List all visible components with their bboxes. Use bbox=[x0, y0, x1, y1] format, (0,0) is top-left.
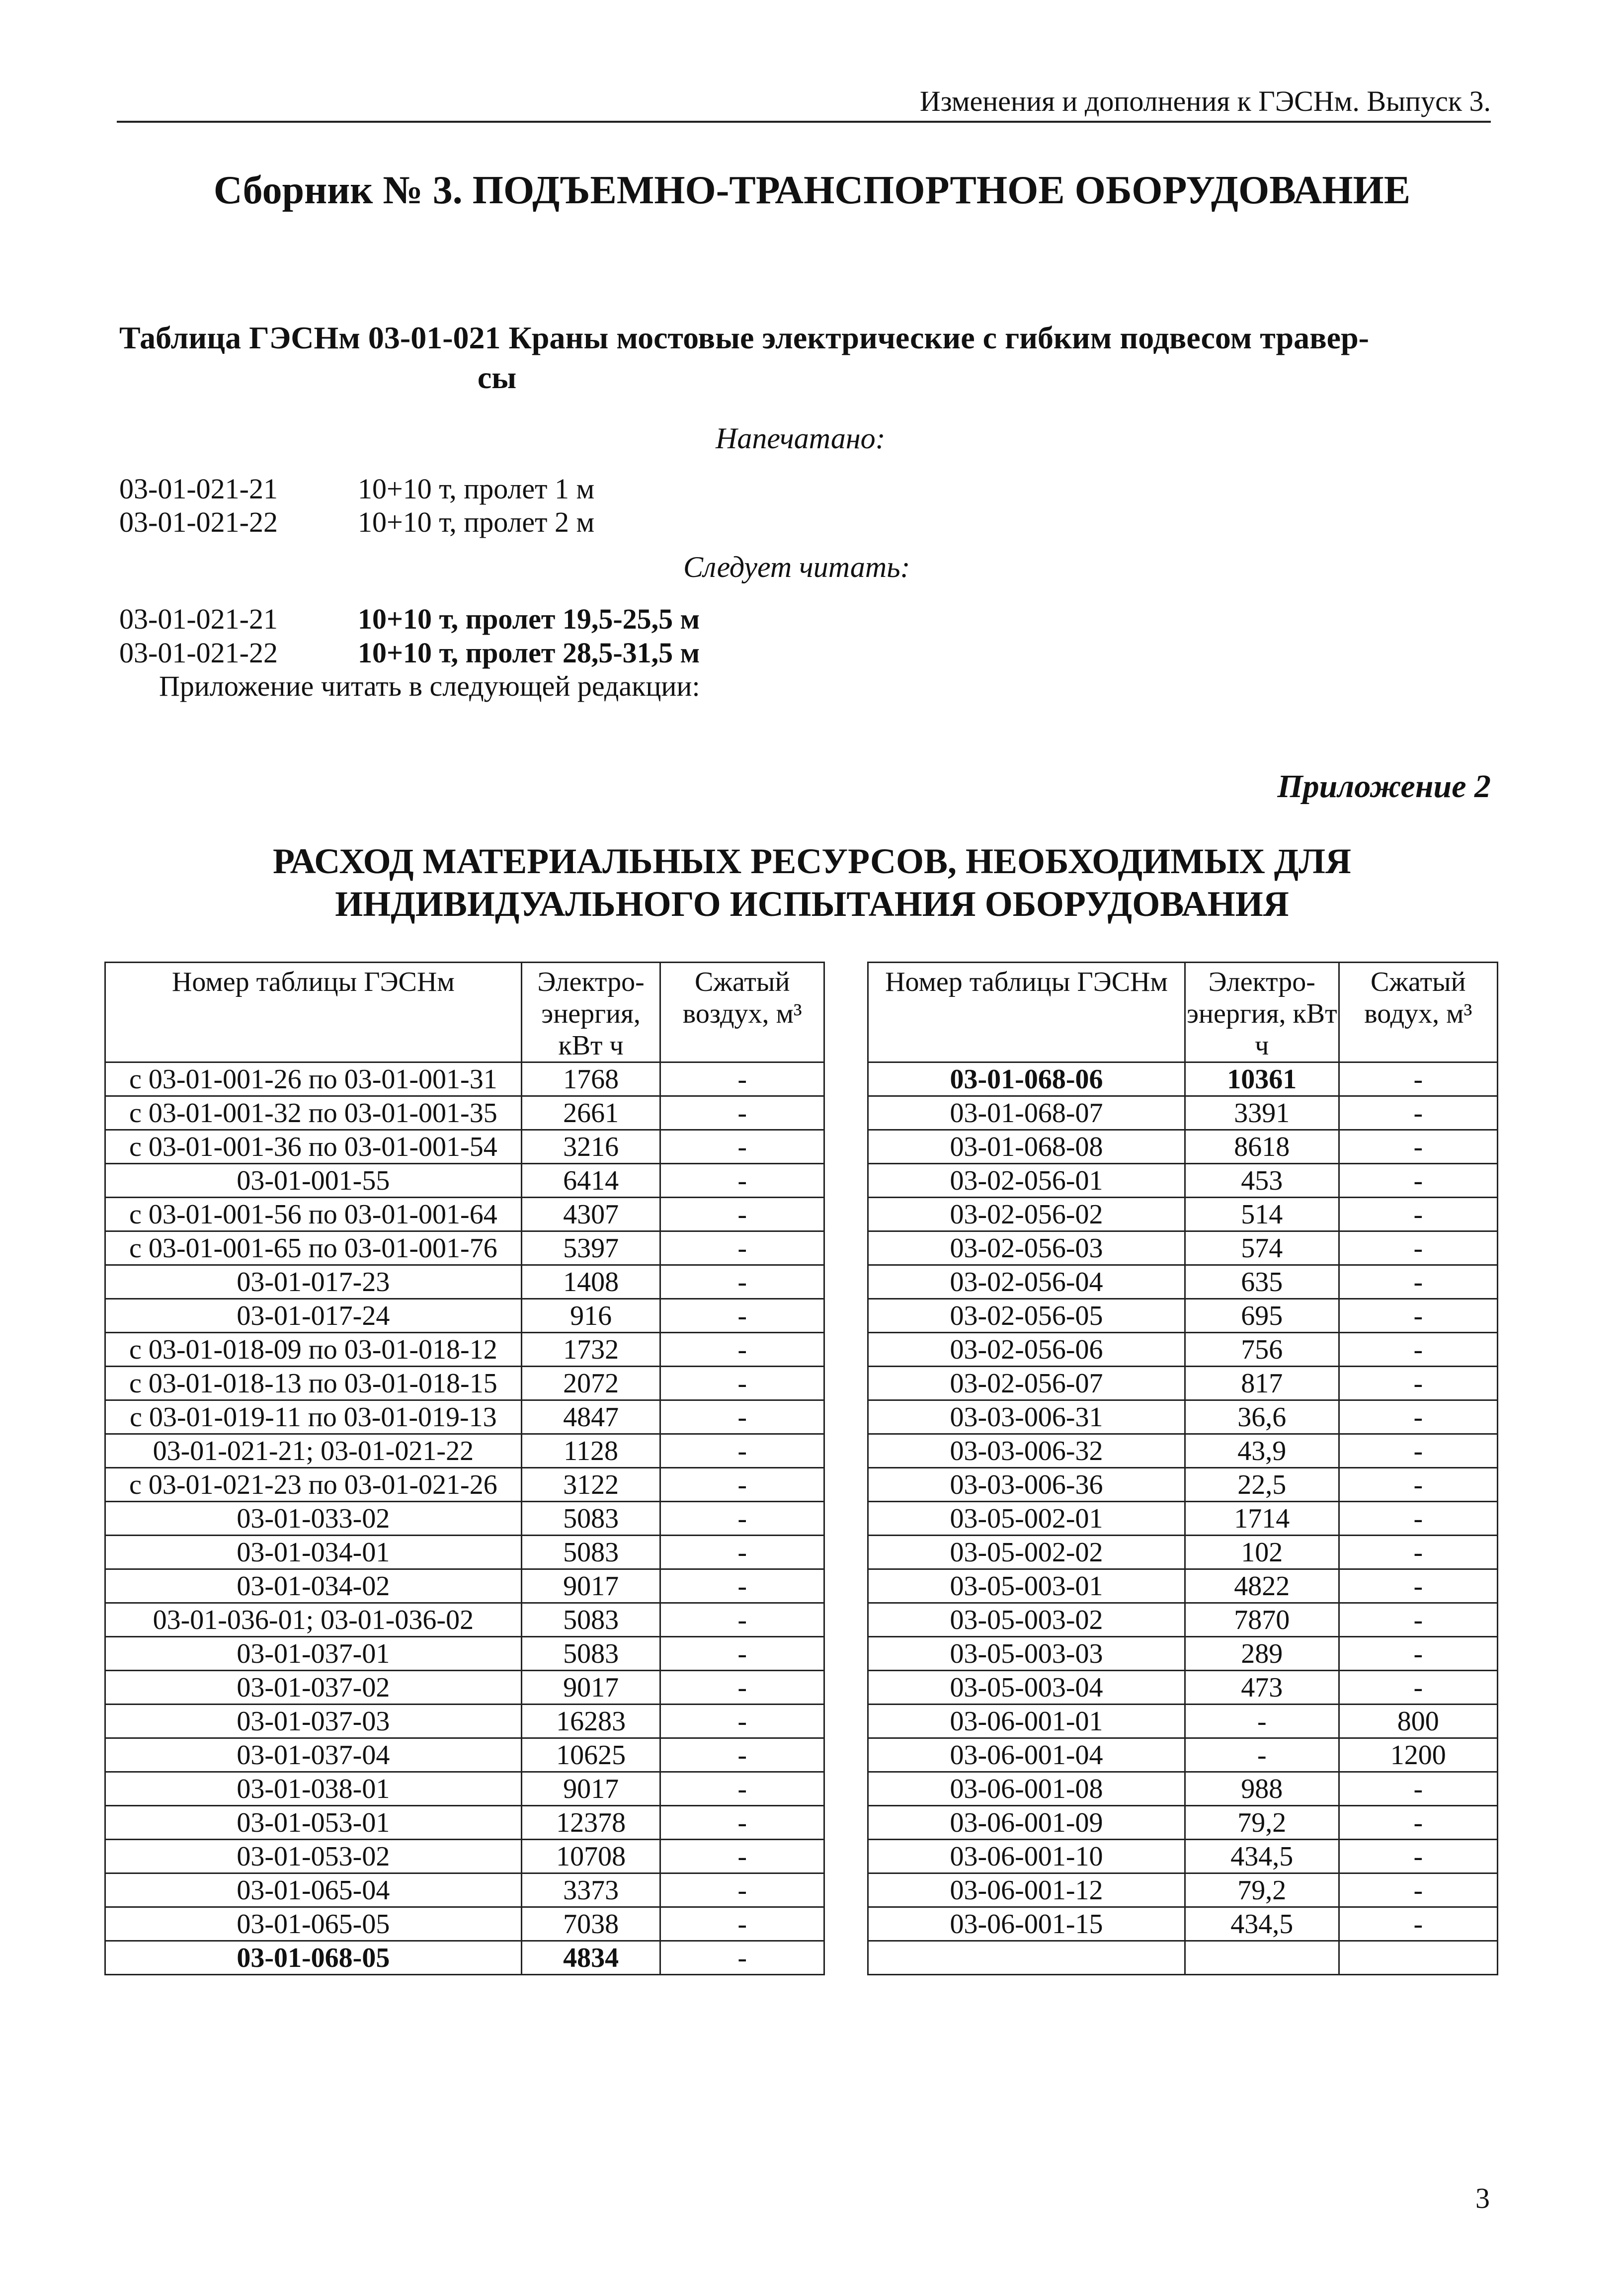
table-row bbox=[868, 1062, 1498, 1096]
cell-compressed-air: - bbox=[1339, 1873, 1497, 1907]
table-row bbox=[868, 1198, 1498, 1231]
cell-table-number: 03-01-037-02 bbox=[105, 1671, 522, 1705]
should-read-text: 10+10 т, пролет 19,5-25,5 м bbox=[358, 603, 700, 635]
cell-electricity: 988 bbox=[1185, 1772, 1339, 1806]
cell-table-number: с 03-01-001-26 по 03-01-001-31 bbox=[105, 1062, 522, 1096]
should-read-code: 03-01-021-22 bbox=[119, 637, 278, 669]
cell-table-number: 03-02-056-01 bbox=[868, 1164, 1185, 1198]
cell-compressed-air: - bbox=[1339, 1265, 1497, 1299]
cell-table-number: 03-01-068-06 bbox=[868, 1062, 1185, 1096]
cell-electricity: 4834 bbox=[521, 1941, 660, 1975]
cell-compressed-air: - bbox=[1339, 1198, 1497, 1231]
cell-table-number: с 03-01-018-13 по 03-01-018-15 bbox=[105, 1367, 522, 1400]
cell-electricity: 756 bbox=[1185, 1333, 1339, 1367]
cell-electricity: 453 bbox=[1185, 1164, 1339, 1198]
cell-table-number: 03-02-056-06 bbox=[868, 1333, 1185, 1367]
cell-compressed-air: - bbox=[660, 1502, 824, 1536]
cell-electricity: 5083 bbox=[521, 1637, 660, 1671]
cell-table-number: 03-06-001-01 bbox=[868, 1705, 1185, 1738]
cell-compressed-air: - bbox=[1339, 1130, 1497, 1164]
table-row bbox=[105, 1603, 824, 1637]
appendix-heading bbox=[0, 840, 1624, 925]
column-header-electricity: Электро-энергия, кВт ч bbox=[521, 963, 660, 1062]
table-row bbox=[868, 1705, 1498, 1738]
cell-compressed-air: 1200 bbox=[1339, 1738, 1497, 1772]
cell-electricity: 434,5 bbox=[1185, 1840, 1339, 1873]
cell-electricity: 22,5 bbox=[1185, 1468, 1339, 1502]
table-row bbox=[868, 1434, 1498, 1468]
cell-electricity: - bbox=[1185, 1738, 1339, 1772]
should-read-row bbox=[119, 636, 700, 669]
printed-code: 03-01-021-21 bbox=[119, 473, 278, 505]
cell-table-number: 03-05-002-01 bbox=[868, 1502, 1185, 1536]
cell-electricity: 9017 bbox=[521, 1569, 660, 1603]
cell-compressed-air: - bbox=[660, 1062, 824, 1096]
cell-electricity: 9017 bbox=[521, 1772, 660, 1806]
cell-compressed-air: - bbox=[1339, 1400, 1497, 1434]
cell-compressed-air: - bbox=[660, 1536, 824, 1569]
cell-electricity: 5083 bbox=[521, 1603, 660, 1637]
table-row bbox=[105, 1569, 824, 1603]
cell-compressed-air: - bbox=[660, 1400, 824, 1434]
cell-electricity: 79,2 bbox=[1185, 1806, 1339, 1840]
cell-table-number: 03-01-068-08 bbox=[868, 1130, 1185, 1164]
table-row bbox=[105, 1806, 824, 1840]
cell-table-number: 03-05-003-04 bbox=[868, 1671, 1185, 1705]
cell-table-number: 03-01-021-21; 03-01-021-22 bbox=[105, 1434, 522, 1468]
cell-electricity: 2661 bbox=[521, 1096, 660, 1130]
cell-electricity: 3373 bbox=[521, 1873, 660, 1907]
cell-table-number: 03-01-068-07 bbox=[868, 1096, 1185, 1130]
cell-table-number: 03-01-034-02 bbox=[105, 1569, 522, 1603]
table-title-line1: Таблица ГЭСНм 03-01-021 Краны мостовые электрические с гибким подвесом травер- bbox=[119, 320, 1369, 355]
table-row bbox=[868, 1907, 1498, 1941]
cell-table-number: 03-05-003-02 bbox=[868, 1603, 1185, 1637]
cell-electricity: 12378 bbox=[521, 1806, 660, 1840]
cell-table-number: 03-01-017-24 bbox=[105, 1299, 522, 1333]
table-row bbox=[105, 1536, 824, 1569]
cell-electricity: 1128 bbox=[521, 1434, 660, 1468]
cell-electricity: 1768 bbox=[521, 1062, 660, 1096]
cell-compressed-air: - bbox=[1339, 1840, 1497, 1873]
table-row bbox=[105, 1468, 824, 1502]
column-header-compressed-air: Сжатый воздух, м³ bbox=[660, 963, 824, 1062]
table-row bbox=[868, 1873, 1498, 1907]
table-row bbox=[868, 1333, 1498, 1367]
table-row bbox=[868, 1468, 1498, 1502]
cell-compressed-air: - bbox=[660, 1637, 824, 1671]
cell-compressed-air: - bbox=[660, 1164, 824, 1198]
table-row bbox=[105, 1873, 824, 1907]
cell-compressed-air: - bbox=[1339, 1772, 1497, 1806]
cell-table-number: 03-05-003-03 bbox=[868, 1637, 1185, 1671]
appendix-label: Приложение 2 bbox=[1277, 768, 1491, 805]
cell-table-number: 03-01-001-55 bbox=[105, 1164, 522, 1198]
table-row bbox=[868, 1400, 1498, 1434]
cell-compressed-air: - bbox=[660, 1096, 824, 1130]
cell-compressed-air: - bbox=[1339, 1434, 1497, 1468]
table-row bbox=[105, 1637, 824, 1671]
cell-electricity bbox=[1185, 1941, 1339, 1975]
cell-table-number: 03-01-033-02 bbox=[105, 1502, 522, 1536]
should-read-text: 10+10 т, пролет 28,5-31,5 м bbox=[358, 637, 700, 669]
table-row bbox=[868, 1637, 1498, 1671]
cell-electricity: 10625 bbox=[521, 1738, 660, 1772]
resource-table-left bbox=[104, 962, 825, 1975]
table-row bbox=[868, 1130, 1498, 1164]
cell-compressed-air: - bbox=[1339, 1671, 1497, 1705]
table-row bbox=[105, 1231, 824, 1265]
cell-electricity: 434,5 bbox=[1185, 1907, 1339, 1941]
should-read-label: Следует читать: bbox=[683, 551, 910, 583]
cell-electricity: 695 bbox=[1185, 1299, 1339, 1333]
cell-compressed-air: - bbox=[1339, 1907, 1497, 1941]
should-read-code: 03-01-021-21 bbox=[119, 603, 278, 635]
table-row bbox=[868, 1603, 1498, 1637]
table-row bbox=[868, 1265, 1498, 1299]
cell-electricity: 289 bbox=[1185, 1637, 1339, 1671]
appendix-heading-line1: РАСХОД МАТЕРИАЛЬНЫХ РЕСУРСОВ, НЕОБХОДИМЫХ ДЛЯ bbox=[273, 841, 1351, 881]
cell-electricity: 10708 bbox=[521, 1840, 660, 1873]
cell-compressed-air: - bbox=[660, 1434, 824, 1468]
cell-electricity: 5083 bbox=[521, 1502, 660, 1536]
column-header-table-number: Номер таблицы ГЭСНм bbox=[105, 963, 522, 1062]
table-row bbox=[105, 1907, 824, 1941]
cell-electricity: 9017 bbox=[521, 1671, 660, 1705]
cell-compressed-air: - bbox=[660, 1671, 824, 1705]
cell-compressed-air: - bbox=[660, 1569, 824, 1603]
cell-table-number: 03-03-006-32 bbox=[868, 1434, 1185, 1468]
cell-compressed-air: - bbox=[660, 1772, 824, 1806]
resource-table-right bbox=[867, 962, 1498, 1975]
cell-table-number: 03-01-065-04 bbox=[105, 1873, 522, 1907]
cell-table-number: 03-01-037-01 bbox=[105, 1637, 522, 1671]
cell-compressed-air: - bbox=[1339, 1333, 1497, 1367]
cell-compressed-air: - bbox=[660, 1265, 824, 1299]
cell-table-number: 03-01-034-01 bbox=[105, 1536, 522, 1569]
cell-compressed-air: - bbox=[660, 1738, 824, 1772]
table-row bbox=[105, 1671, 824, 1705]
table-row bbox=[105, 1434, 824, 1468]
cell-electricity: 574 bbox=[1185, 1231, 1339, 1265]
cell-electricity: 36,6 bbox=[1185, 1400, 1339, 1434]
cell-table-number: с 03-01-021-23 по 03-01-021-26 bbox=[105, 1468, 522, 1502]
cell-table-number: с 03-01-001-56 по 03-01-001-64 bbox=[105, 1198, 522, 1231]
cell-electricity: 817 bbox=[1185, 1367, 1339, 1400]
table-title bbox=[119, 318, 1496, 398]
cell-electricity: 1714 bbox=[1185, 1502, 1339, 1536]
cell-compressed-air: - bbox=[660, 1130, 824, 1164]
cell-electricity: 635 bbox=[1185, 1265, 1339, 1299]
cell-electricity: 2072 bbox=[521, 1367, 660, 1400]
running-header: Изменения и дополнения к ГЭСНм. Выпуск 3. bbox=[919, 85, 1491, 117]
cell-table-number: 03-02-056-04 bbox=[868, 1265, 1185, 1299]
cell-electricity: 5083 bbox=[521, 1536, 660, 1569]
cell-electricity: 16283 bbox=[521, 1705, 660, 1738]
cell-compressed-air: 800 bbox=[1339, 1705, 1497, 1738]
cell-table-number: 03-06-001-08 bbox=[868, 1772, 1185, 1806]
printed-code: 03-01-021-22 bbox=[119, 506, 278, 538]
table-row bbox=[105, 1164, 824, 1198]
collection-title: Сборник № 3. ПОДЪЕМНО-ТРАНСПОРТНОЕ ОБОРУДОВАНИЕ bbox=[213, 168, 1411, 212]
table-row bbox=[105, 1705, 824, 1738]
table-row bbox=[868, 1840, 1498, 1873]
table-row bbox=[105, 1198, 824, 1231]
cell-compressed-air: - bbox=[1339, 1164, 1497, 1198]
cell-electricity: 514 bbox=[1185, 1198, 1339, 1231]
cell-compressed-air: - bbox=[660, 1941, 824, 1975]
cell-compressed-air: - bbox=[1339, 1062, 1497, 1096]
printed-text: 10+10 т, пролет 2 м bbox=[358, 506, 595, 538]
page-number: 3 bbox=[1475, 2182, 1490, 2214]
table-row bbox=[868, 1502, 1498, 1536]
cell-compressed-air: - bbox=[660, 1873, 824, 1907]
cell-compressed-air: - bbox=[1339, 1468, 1497, 1502]
cell-compressed-air bbox=[1339, 1941, 1497, 1975]
cell-table-number: 03-01-068-05 bbox=[105, 1941, 522, 1975]
cell-table-number: 03-06-001-12 bbox=[868, 1873, 1185, 1907]
cell-electricity: 10361 bbox=[1185, 1062, 1339, 1096]
cell-compressed-air: - bbox=[1339, 1806, 1497, 1840]
appendix-heading-line2: ИНДИВИДУАЛЬНОГО ИСПЫТАНИЯ ОБОРУДОВАНИЯ bbox=[335, 884, 1289, 924]
cell-electricity: - bbox=[1185, 1705, 1339, 1738]
table-row bbox=[868, 1299, 1498, 1333]
printed-text: 10+10 т, пролет 1 м bbox=[358, 473, 595, 505]
cell-electricity: 1732 bbox=[521, 1333, 660, 1367]
cell-compressed-air: - bbox=[1339, 1502, 1497, 1536]
cell-electricity: 3122 bbox=[521, 1468, 660, 1502]
cell-table-number bbox=[868, 1941, 1185, 1975]
cell-compressed-air: - bbox=[1339, 1299, 1497, 1333]
cell-electricity: 7870 bbox=[1185, 1603, 1339, 1637]
cell-table-number: 03-06-001-04 bbox=[868, 1738, 1185, 1772]
cell-compressed-air: - bbox=[660, 1603, 824, 1637]
cell-table-number: 03-03-006-31 bbox=[868, 1400, 1185, 1434]
cell-electricity: 473 bbox=[1185, 1671, 1339, 1705]
table-row bbox=[105, 1130, 824, 1164]
cell-compressed-air: - bbox=[660, 1367, 824, 1400]
table-row bbox=[868, 1536, 1498, 1569]
cell-electricity: 916 bbox=[521, 1299, 660, 1333]
table-row bbox=[868, 1941, 1498, 1975]
column-header-table-number: Номер таблицы ГЭСНм bbox=[868, 963, 1185, 1062]
cell-compressed-air: - bbox=[660, 1231, 824, 1265]
printed-row bbox=[119, 472, 594, 505]
table-row bbox=[105, 1772, 824, 1806]
table-row bbox=[868, 1231, 1498, 1265]
table-row bbox=[868, 1671, 1498, 1705]
table-row bbox=[105, 1502, 824, 1536]
table-row bbox=[868, 1096, 1498, 1130]
cell-electricity: 4307 bbox=[521, 1198, 660, 1231]
cell-table-number: 03-06-001-10 bbox=[868, 1840, 1185, 1873]
cell-electricity: 4822 bbox=[1185, 1569, 1339, 1603]
cell-table-number: 03-01-053-02 bbox=[105, 1840, 522, 1873]
table-body bbox=[105, 1062, 824, 1975]
cell-electricity: 102 bbox=[1185, 1536, 1339, 1569]
table-title-line2: сы bbox=[477, 360, 517, 395]
cell-compressed-air: - bbox=[660, 1806, 824, 1840]
appendix-note: Приложение читать в следующей редакции: bbox=[159, 670, 700, 702]
cell-compressed-air: - bbox=[1339, 1367, 1497, 1400]
cell-table-number: 03-03-006-36 bbox=[868, 1468, 1185, 1502]
cell-table-number: 03-01-037-04 bbox=[105, 1738, 522, 1772]
cell-table-number: 03-01-036-01; 03-01-036-02 bbox=[105, 1603, 522, 1637]
table-row bbox=[105, 1941, 824, 1975]
table-row bbox=[868, 1367, 1498, 1400]
cell-table-number: 03-01-065-05 bbox=[105, 1907, 522, 1941]
cell-table-number: с 03-01-019-11 по 03-01-019-13 bbox=[105, 1400, 522, 1434]
cell-electricity: 43,9 bbox=[1185, 1434, 1339, 1468]
table-row bbox=[105, 1840, 824, 1873]
cell-table-number: 03-02-056-07 bbox=[868, 1367, 1185, 1400]
cell-electricity: 5397 bbox=[521, 1231, 660, 1265]
cell-compressed-air: - bbox=[1339, 1231, 1497, 1265]
table-body bbox=[868, 1062, 1498, 1975]
table-row bbox=[868, 1806, 1498, 1840]
should-read-row bbox=[119, 602, 700, 636]
table-row bbox=[868, 1569, 1498, 1603]
cell-table-number: 03-01-038-01 bbox=[105, 1772, 522, 1806]
cell-electricity: 4847 bbox=[521, 1400, 660, 1434]
cell-compressed-air: - bbox=[1339, 1536, 1497, 1569]
cell-table-number: 03-01-053-01 bbox=[105, 1806, 522, 1840]
cell-electricity: 7038 bbox=[521, 1907, 660, 1941]
column-header-electricity: Электро-энергия, кВт ч bbox=[1185, 963, 1339, 1062]
cell-compressed-air: - bbox=[660, 1907, 824, 1941]
table-row bbox=[105, 1096, 824, 1130]
table-row bbox=[105, 1738, 824, 1772]
cell-compressed-air: - bbox=[660, 1198, 824, 1231]
cell-compressed-air: - bbox=[1339, 1637, 1497, 1671]
column-header-compressed-air: Сжатый водух, м³ bbox=[1339, 963, 1497, 1062]
printed-label: Напечатано: bbox=[716, 422, 886, 455]
table-row bbox=[105, 1367, 824, 1400]
cell-table-number: с 03-01-001-65 по 03-01-001-76 bbox=[105, 1231, 522, 1265]
cell-compressed-air: - bbox=[660, 1299, 824, 1333]
cell-compressed-air: - bbox=[660, 1705, 824, 1738]
cell-table-number: 03-01-037-03 bbox=[105, 1705, 522, 1738]
table-row bbox=[105, 1400, 824, 1434]
cell-table-number: 03-06-001-09 bbox=[868, 1806, 1185, 1840]
cell-table-number: 03-05-003-01 bbox=[868, 1569, 1185, 1603]
cell-table-number: 03-05-002-02 bbox=[868, 1536, 1185, 1569]
cell-compressed-air: - bbox=[660, 1333, 824, 1367]
table-row bbox=[868, 1164, 1498, 1198]
printed-row bbox=[119, 505, 594, 539]
cell-electricity: 1408 bbox=[521, 1265, 660, 1299]
cell-table-number: 03-01-017-23 bbox=[105, 1265, 522, 1299]
cell-compressed-air: - bbox=[660, 1840, 824, 1873]
cell-electricity: 8618 bbox=[1185, 1130, 1339, 1164]
cell-electricity: 6414 bbox=[521, 1164, 660, 1198]
cell-table-number: 03-02-056-05 bbox=[868, 1299, 1185, 1333]
cell-compressed-air: - bbox=[1339, 1603, 1497, 1637]
cell-compressed-air: - bbox=[1339, 1569, 1497, 1603]
cell-table-number: с 03-01-018-09 по 03-01-018-12 bbox=[105, 1333, 522, 1367]
table-row bbox=[105, 1265, 824, 1299]
table-row bbox=[105, 1299, 824, 1333]
cell-compressed-air: - bbox=[660, 1468, 824, 1502]
table-row bbox=[868, 1772, 1498, 1806]
cell-table-number: 03-06-001-15 bbox=[868, 1907, 1185, 1941]
cell-table-number: с 03-01-001-36 по 03-01-001-54 bbox=[105, 1130, 522, 1164]
cell-electricity: 3391 bbox=[1185, 1096, 1339, 1130]
table-row bbox=[105, 1333, 824, 1367]
header-rule bbox=[117, 121, 1491, 123]
cell-table-number: 03-02-056-03 bbox=[868, 1231, 1185, 1265]
cell-table-number: с 03-01-001-32 по 03-01-001-35 bbox=[105, 1096, 522, 1130]
cell-electricity: 79,2 bbox=[1185, 1873, 1339, 1907]
cell-compressed-air: - bbox=[1339, 1096, 1497, 1130]
cell-table-number: 03-02-056-02 bbox=[868, 1198, 1185, 1231]
table-row bbox=[868, 1738, 1498, 1772]
table-row bbox=[105, 1062, 824, 1096]
cell-electricity: 3216 bbox=[521, 1130, 660, 1164]
